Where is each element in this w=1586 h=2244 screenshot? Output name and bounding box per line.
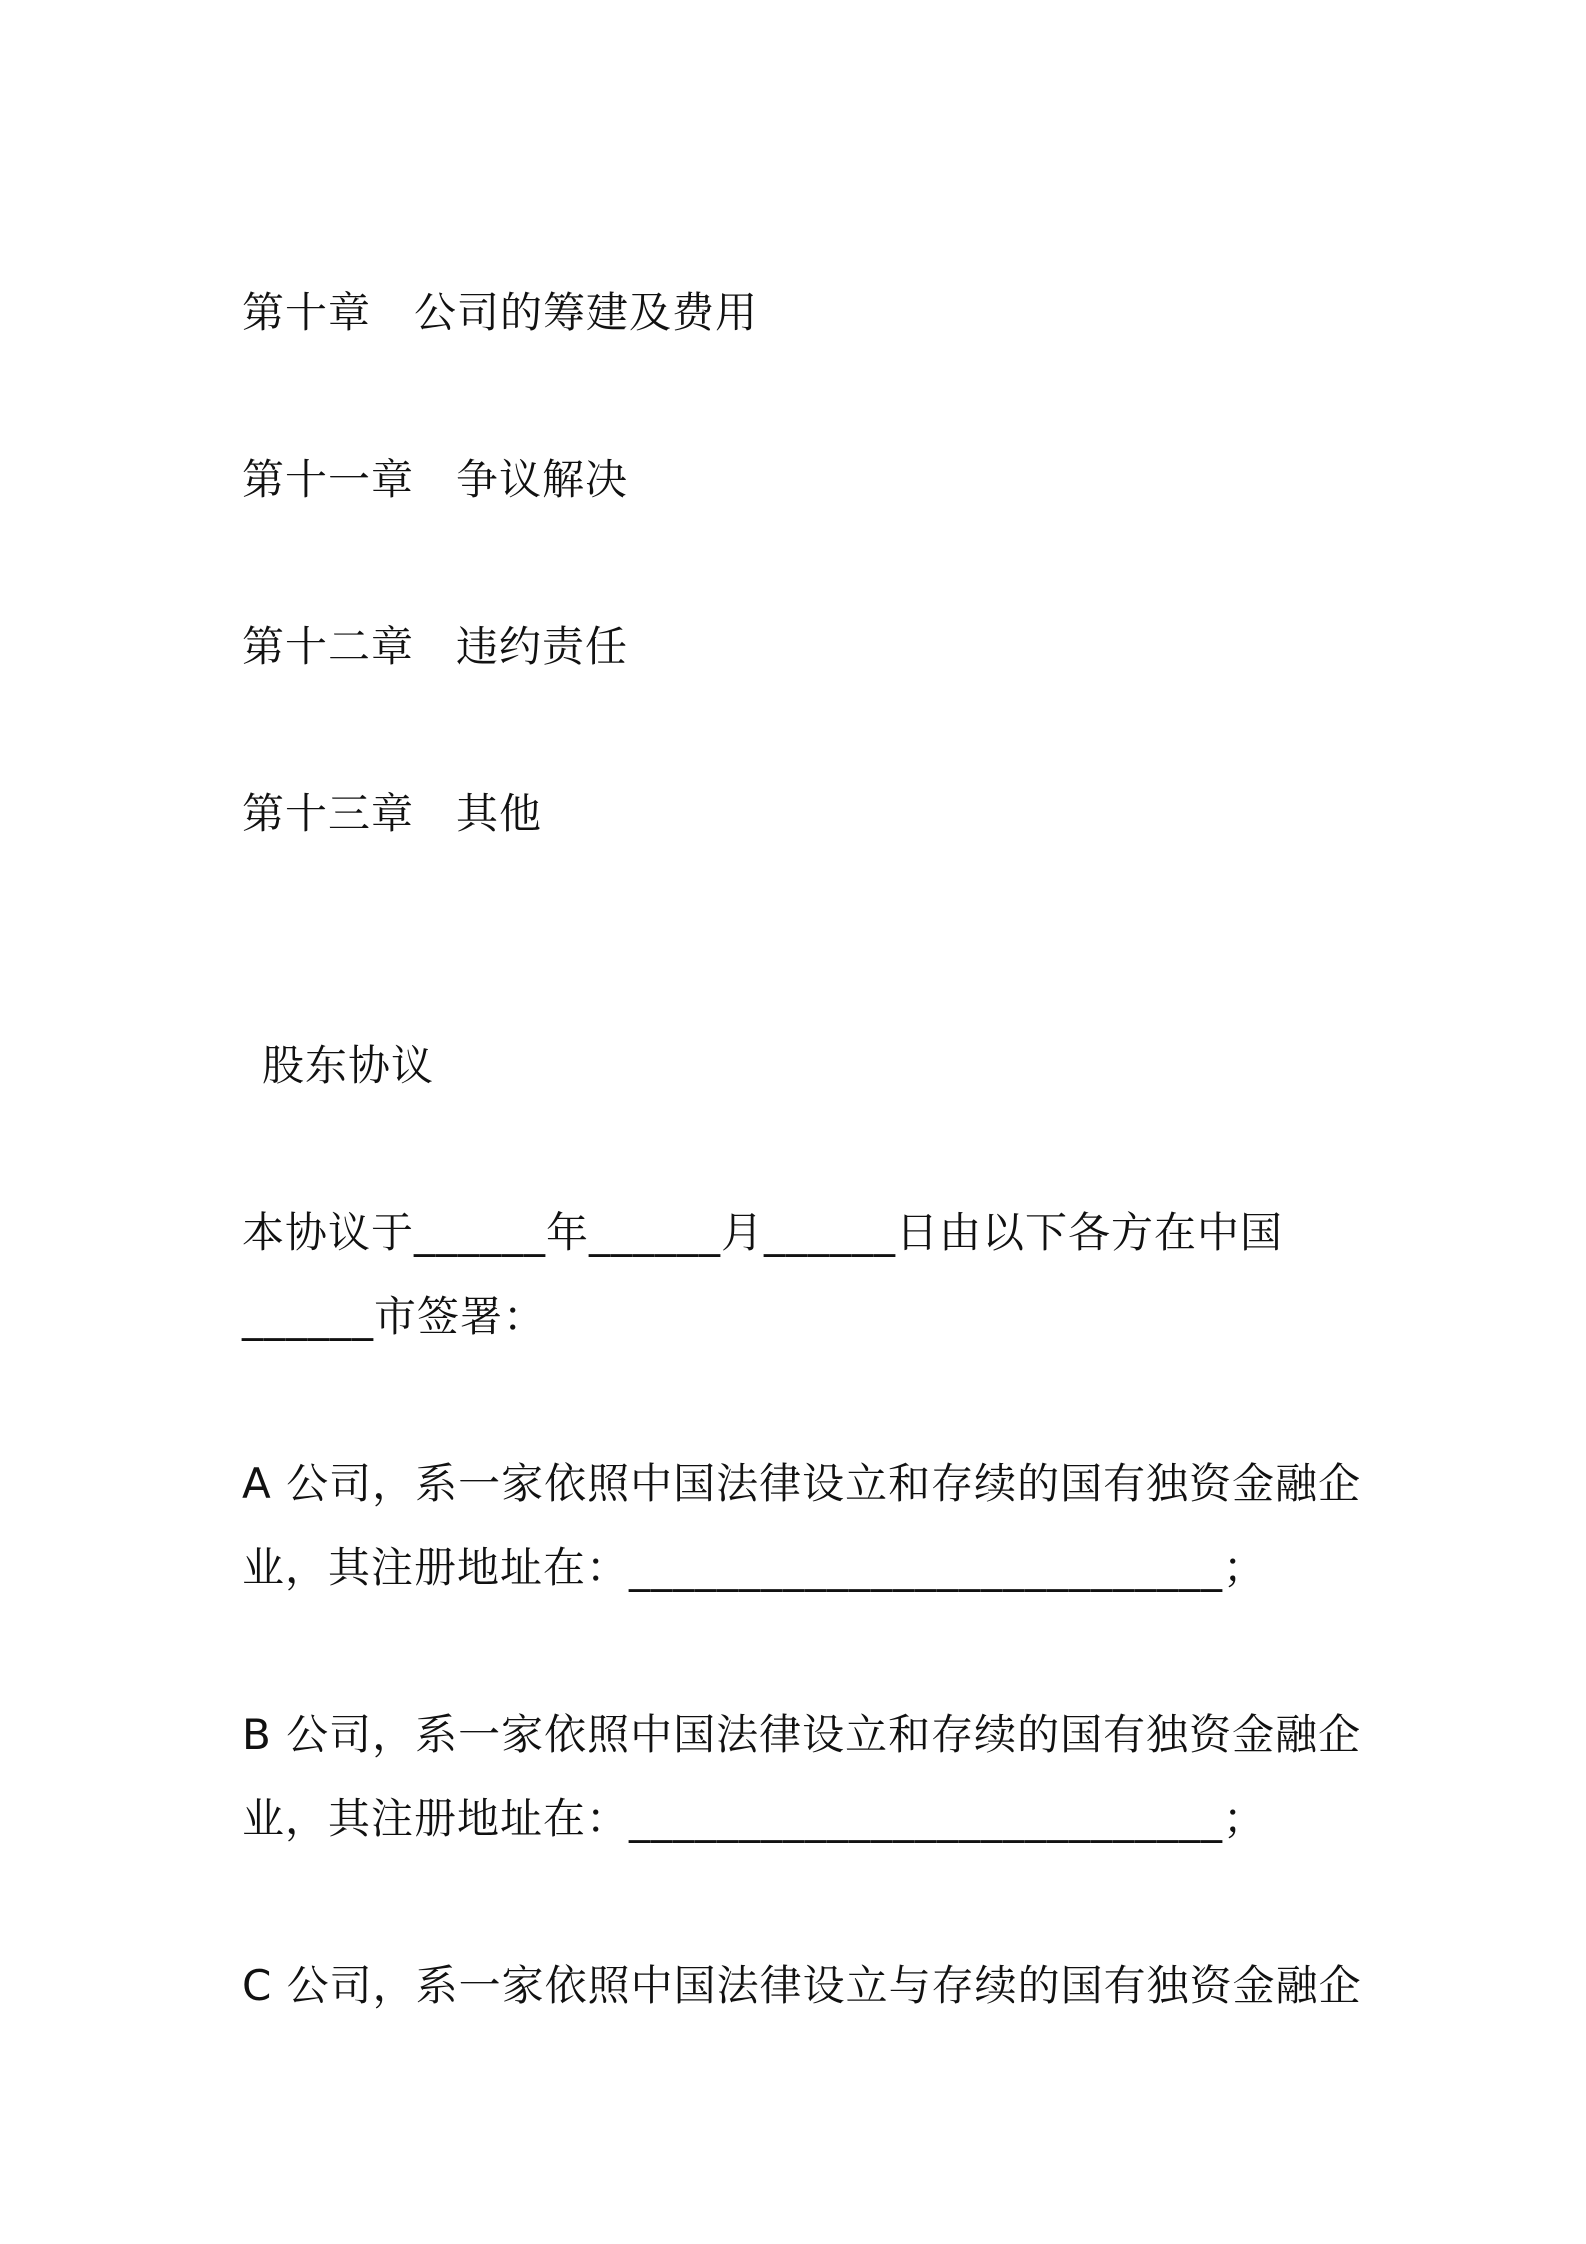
toc-chapter-number: 第十章 (242, 288, 372, 337)
toc-entry-chapter-10 (242, 283, 758, 343)
toc-chapter-number: 第十三章 (242, 789, 415, 838)
party-c-line-1: C 公司，系一家依照中国法律设立与存续的国有独资金融企 (242, 1961, 1362, 2010)
intro-text-line-1: 本协议于______年______月______日由以下各方在中国 (242, 1208, 1284, 1257)
toc-entry-chapter-12 (242, 617, 628, 677)
intro-text-line-2: ______市签署： (242, 1292, 547, 1341)
party-a-line-1: A 公司，系一家依照中国法律设立和存续的国有独资金融企 (242, 1459, 1362, 1508)
toc-chapter-number: 第十二章 (242, 622, 415, 671)
document-title: 股东协议 (262, 1041, 435, 1090)
toc-chapter-number: 第十一章 (242, 455, 415, 504)
party-b-line-1: B 公司，系一家依照中国法律设立和存续的国有独资金融企 (242, 1710, 1362, 1759)
toc-entry-chapter-11 (242, 450, 628, 510)
toc-chapter-title: 违约责任 (456, 622, 629, 671)
toc-chapter-title: 其他 (456, 789, 543, 838)
party-a-line-2: 业，其注册地址在：___________________________； (242, 1543, 1267, 1592)
party-b-line-2: 业，其注册地址在：___________________________； (242, 1794, 1267, 1843)
toc-entry-chapter-13 (242, 784, 542, 844)
toc-chapter-title: 争议解决 (456, 455, 629, 504)
toc-chapter-title: 公司的筹建及费用 (414, 288, 759, 337)
